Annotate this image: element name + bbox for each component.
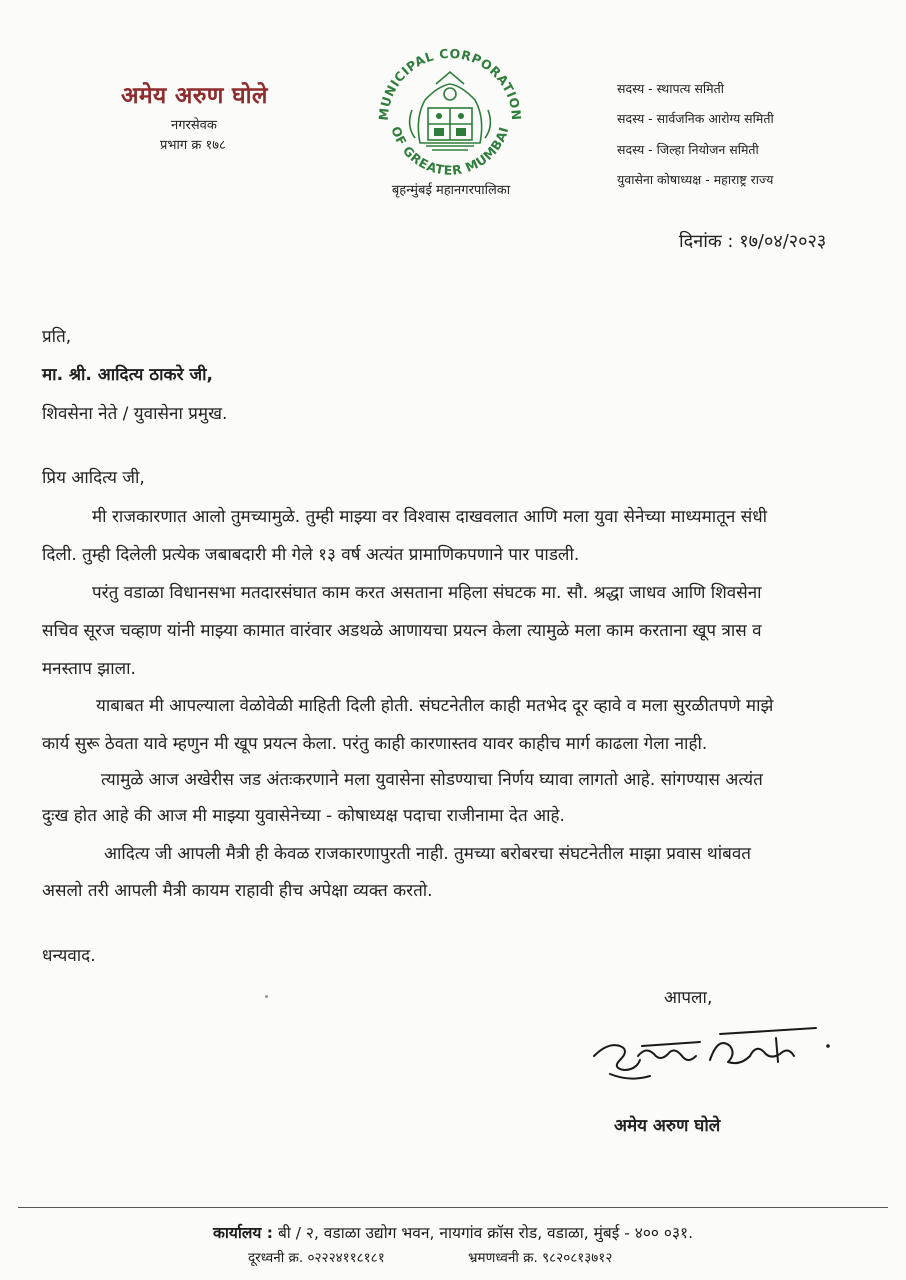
- signatory-name: अमेय अरुण घोले: [614, 1116, 721, 1136]
- body-line: मनस्ताप झाला.: [42, 659, 136, 679]
- recipient-name: मा. श्री. आदित्य ठाकरे जी,: [42, 365, 213, 385]
- letterhead-name: अमेय अरुण घोले: [121, 83, 268, 109]
- body-line: दुःख होत आहे की आज मी माझ्या युवासेनेच्या - कोषाध्यक्ष पदाचा राजीनामा देत आहे.: [42, 806, 565, 826]
- footer-address: [0, 1221, 906, 1243]
- designation: नगरसेवक: [171, 118, 217, 133]
- footer-phone: दूरध्वनी क्र. ०२२२४११८१८१: [248, 1250, 385, 1266]
- body-line: याबाबत मी आपल्याला वेळोवेळी माहिती दिली होती. संघटनेतील काही मतभेद दूर व्हावे व मला सुरळीतपणे माझे: [96, 696, 774, 716]
- emblem-top-text: MUNICIPAL CORPORATION: [375, 45, 525, 122]
- role-4: युवासेना कोषाध्यक्ष - महाराष्ट्र राज्य: [617, 172, 774, 187]
- bmc-emblem: [370, 38, 530, 198]
- role-3: सदस्य - जिल्हा नियोजन समिती: [617, 142, 759, 157]
- emblem-bottom-text: OF GREATER MUMBAI: [388, 124, 512, 178]
- body-line: मी राजकारणात आलो तुमच्यामुळे. तुम्ही माझ्या वर विश्वास दाखवलात आणि मला युवा सेनेच्या माध्यमातून संधी: [92, 507, 768, 527]
- handwritten-signature: [590, 1016, 840, 1088]
- role-2: सदस्य - सार्वजनिक आरोग्य समिती: [617, 111, 774, 126]
- body-line: परंतु वडाळा विधानसभा मतदारसंघात काम करत असताना महिला संघटक मा. सौ. श्रद्धा जाधव आणि शिवसेना: [92, 583, 762, 603]
- office-address: बी / २, वडाळा उद्योग भवन, नायगांव क्रॉस रोड, वडाळा, मुंबई - ४०० ०३१.: [277, 1224, 694, 1242]
- footer-mobile: भ्रमणध्वनी क्र. ९८२०८१३७१२: [468, 1250, 613, 1266]
- body-line: कार्य सुरू ठेवता यावे म्हणुन मी खूप प्रयत्न केला. परंतु काही कारणास्तव यावर काहीच मार्ग काढला गेला नाही.: [42, 734, 708, 754]
- recipient-prefix: प्रति,: [42, 327, 72, 347]
- role-1: सदस्य - स्थापत्य समिती: [617, 81, 724, 96]
- salutation: प्रिय आदित्य जी,: [42, 468, 145, 488]
- body-line: दिली. तुम्ही दिलेली प्रत्येक जबाबदारी मी गेले १३ वर्ष अत्यंत प्रामाणिकपणाने पार पाडली.: [42, 545, 580, 565]
- body-line: आदित्य जी आपली मैत्री ही केवळ राजकारणापुरती नाही. तुमच्या बरोबरचा संघटनेतील माझा प्रवास थांबवत: [104, 844, 751, 864]
- thanks: धन्यवाद.: [42, 946, 96, 966]
- letter-date: दिनांक : १७/०४/२०२३: [679, 231, 827, 252]
- footer-divider: [18, 1207, 888, 1208]
- office-label: कार्यालय :: [212, 1224, 273, 1242]
- body-line: त्यामुळे आज अखेरीस जड अंतःकरणाने मला युवासेना सोडण्याचा निर्णय घ्यावा लागतो आहे. सांगण्यास अत्यंत: [101, 770, 763, 790]
- ward-number: प्रभाग क्र १७८: [160, 138, 226, 153]
- body-line: असलो तरी आपली मैत्री कायम राहावी हीच अपेक्षा व्यक्त करतो.: [42, 881, 433, 901]
- recipient-title: शिवसेना नेते / युवासेना प्रमुख.: [42, 404, 228, 424]
- body-line: सचिव सूरज चव्हाण यांनी माझ्या कामात वारंवार अडथळे आणायचा प्रयत्न केला त्यामुळे मला काम करताना खूप त्रास व: [42, 621, 762, 641]
- emblem-caption: बृहन्मुंबई महानगरपालिका: [391, 183, 511, 198]
- closing: आपला,: [664, 988, 713, 1008]
- speck: [265, 995, 268, 998]
